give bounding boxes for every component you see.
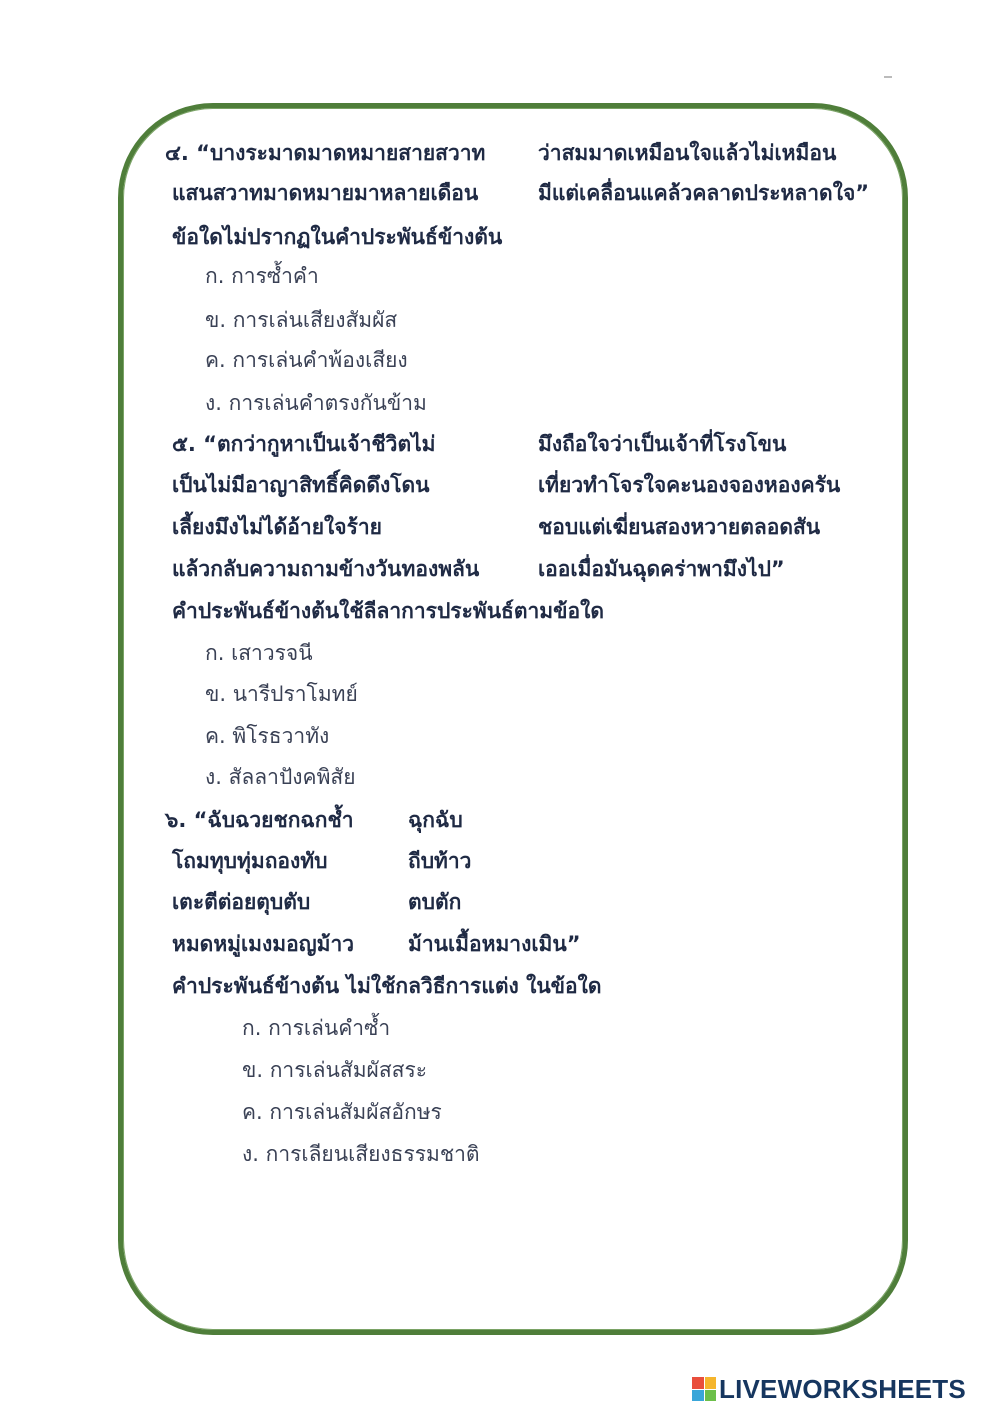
q6-option-b[interactable]: ข. การเล่นสัมผัสสระ [242,1058,428,1082]
q6-option-d[interactable]: ง. การเลียนเสียงธรรมชาติ [242,1142,480,1166]
brand-logo [692,1374,966,1404]
q5-option-c[interactable]: ค. พิโรธวาทัง [205,724,330,748]
q5-line1-left: ๕. “ตกว่ากูหาเป็นเจ้าชีวิตไม่ [172,432,436,456]
q5-option-a[interactable]: ก. เสาวรจนี [205,641,313,665]
corner-mark [884,76,892,78]
q4-line2-left: แสนสวาทมาดหมายมาหลายเดือน [172,181,479,205]
q5-option-d[interactable]: ง. สัลลาปังคพิสัย [205,765,356,789]
q4-prompt: ข้อใดไม่ปรากฏในคำประพันธ์ข้างต้น [172,225,503,249]
q5-line1-right: มึงถือใจว่าเป็นเจ้าที่โรงโขน [538,432,787,456]
q4-option-b[interactable]: ข. การเล่นเสียงสัมผัส [205,308,398,332]
q6-line1-right: ฉุกฉับ [408,808,463,832]
q5-line3-left: เลี้ยงมึงไม่ได้อ้ายใจร้าย [172,515,382,539]
q6-line3-right: ตบตัก [408,890,462,914]
q4-option-a[interactable]: ก. การซ้ำคำ [205,264,319,288]
q5-line3-right: ชอบแต่เฆี่ยนสองหวายตลอดสัน [538,515,821,539]
q6-line2-left: โถมทุบทุ่มถองทับ [172,849,328,873]
q4-line1-left: ๔. “บางระมาดมาดหมายสายสวาท [165,141,486,165]
q6-line4-left: หมดหมู่เมงมอญม้าว [172,932,355,956]
q5-line2-right: เที่ยวทำโจรใจคะนองจองหองครัน [538,473,841,497]
q6-prompt: คำประพันธ์ข้างต้น ไม่ใช้กลวิธีการแต่ง ในข้อใด [172,974,602,998]
q5-prompt: คำประพันธ์ข้างต้นใช้ลีลาการประพันธ์ตามข้อใด [172,599,604,623]
q5-line2-left: เป็นไม่มีอาญาสิทธิ์คิดดึงโดน [172,473,430,497]
q6-line4-right: ม้านเมื้อหมางเมิน” [408,932,581,956]
q5-line4-right: เออเมื่อมันฉุดคร่าพามึงไป” [538,557,785,581]
q6-line2-right: ถีบท้าว [408,849,472,873]
brand-name: LIVEWORKSHEETS [719,1373,966,1404]
q4-line2-right: มีแต่เคลื่อนแคล้วคลาดประหลาดใจ” [538,181,870,205]
liveworksheets-logo-icon [692,1377,716,1401]
q5-line4-left: แล้วกลับความถามข้างวันทองพลัน [172,557,480,581]
q4-option-c[interactable]: ค. การเล่นคำพ้องเสียง [205,348,408,372]
q6-option-c[interactable]: ค. การเล่นสัมผัสอักษร [242,1100,442,1124]
q6-option-a[interactable]: ก. การเล่นคำซ้ำ [242,1016,391,1040]
q6-line1-left: ๖. “ฉับฉวยชกฉกช้ำ [165,808,354,832]
q4-line1-right: ว่าสมมาดเหมือนใจแล้วไม่เหมือน [538,141,837,165]
q6-line3-left: เตะตีต่อยตุบตับ [172,890,311,914]
q4-option-d[interactable]: ง. การเล่นคำตรงกันข้าม [205,391,427,415]
q5-option-b[interactable]: ข. นารีปราโมทย์ [205,682,358,706]
